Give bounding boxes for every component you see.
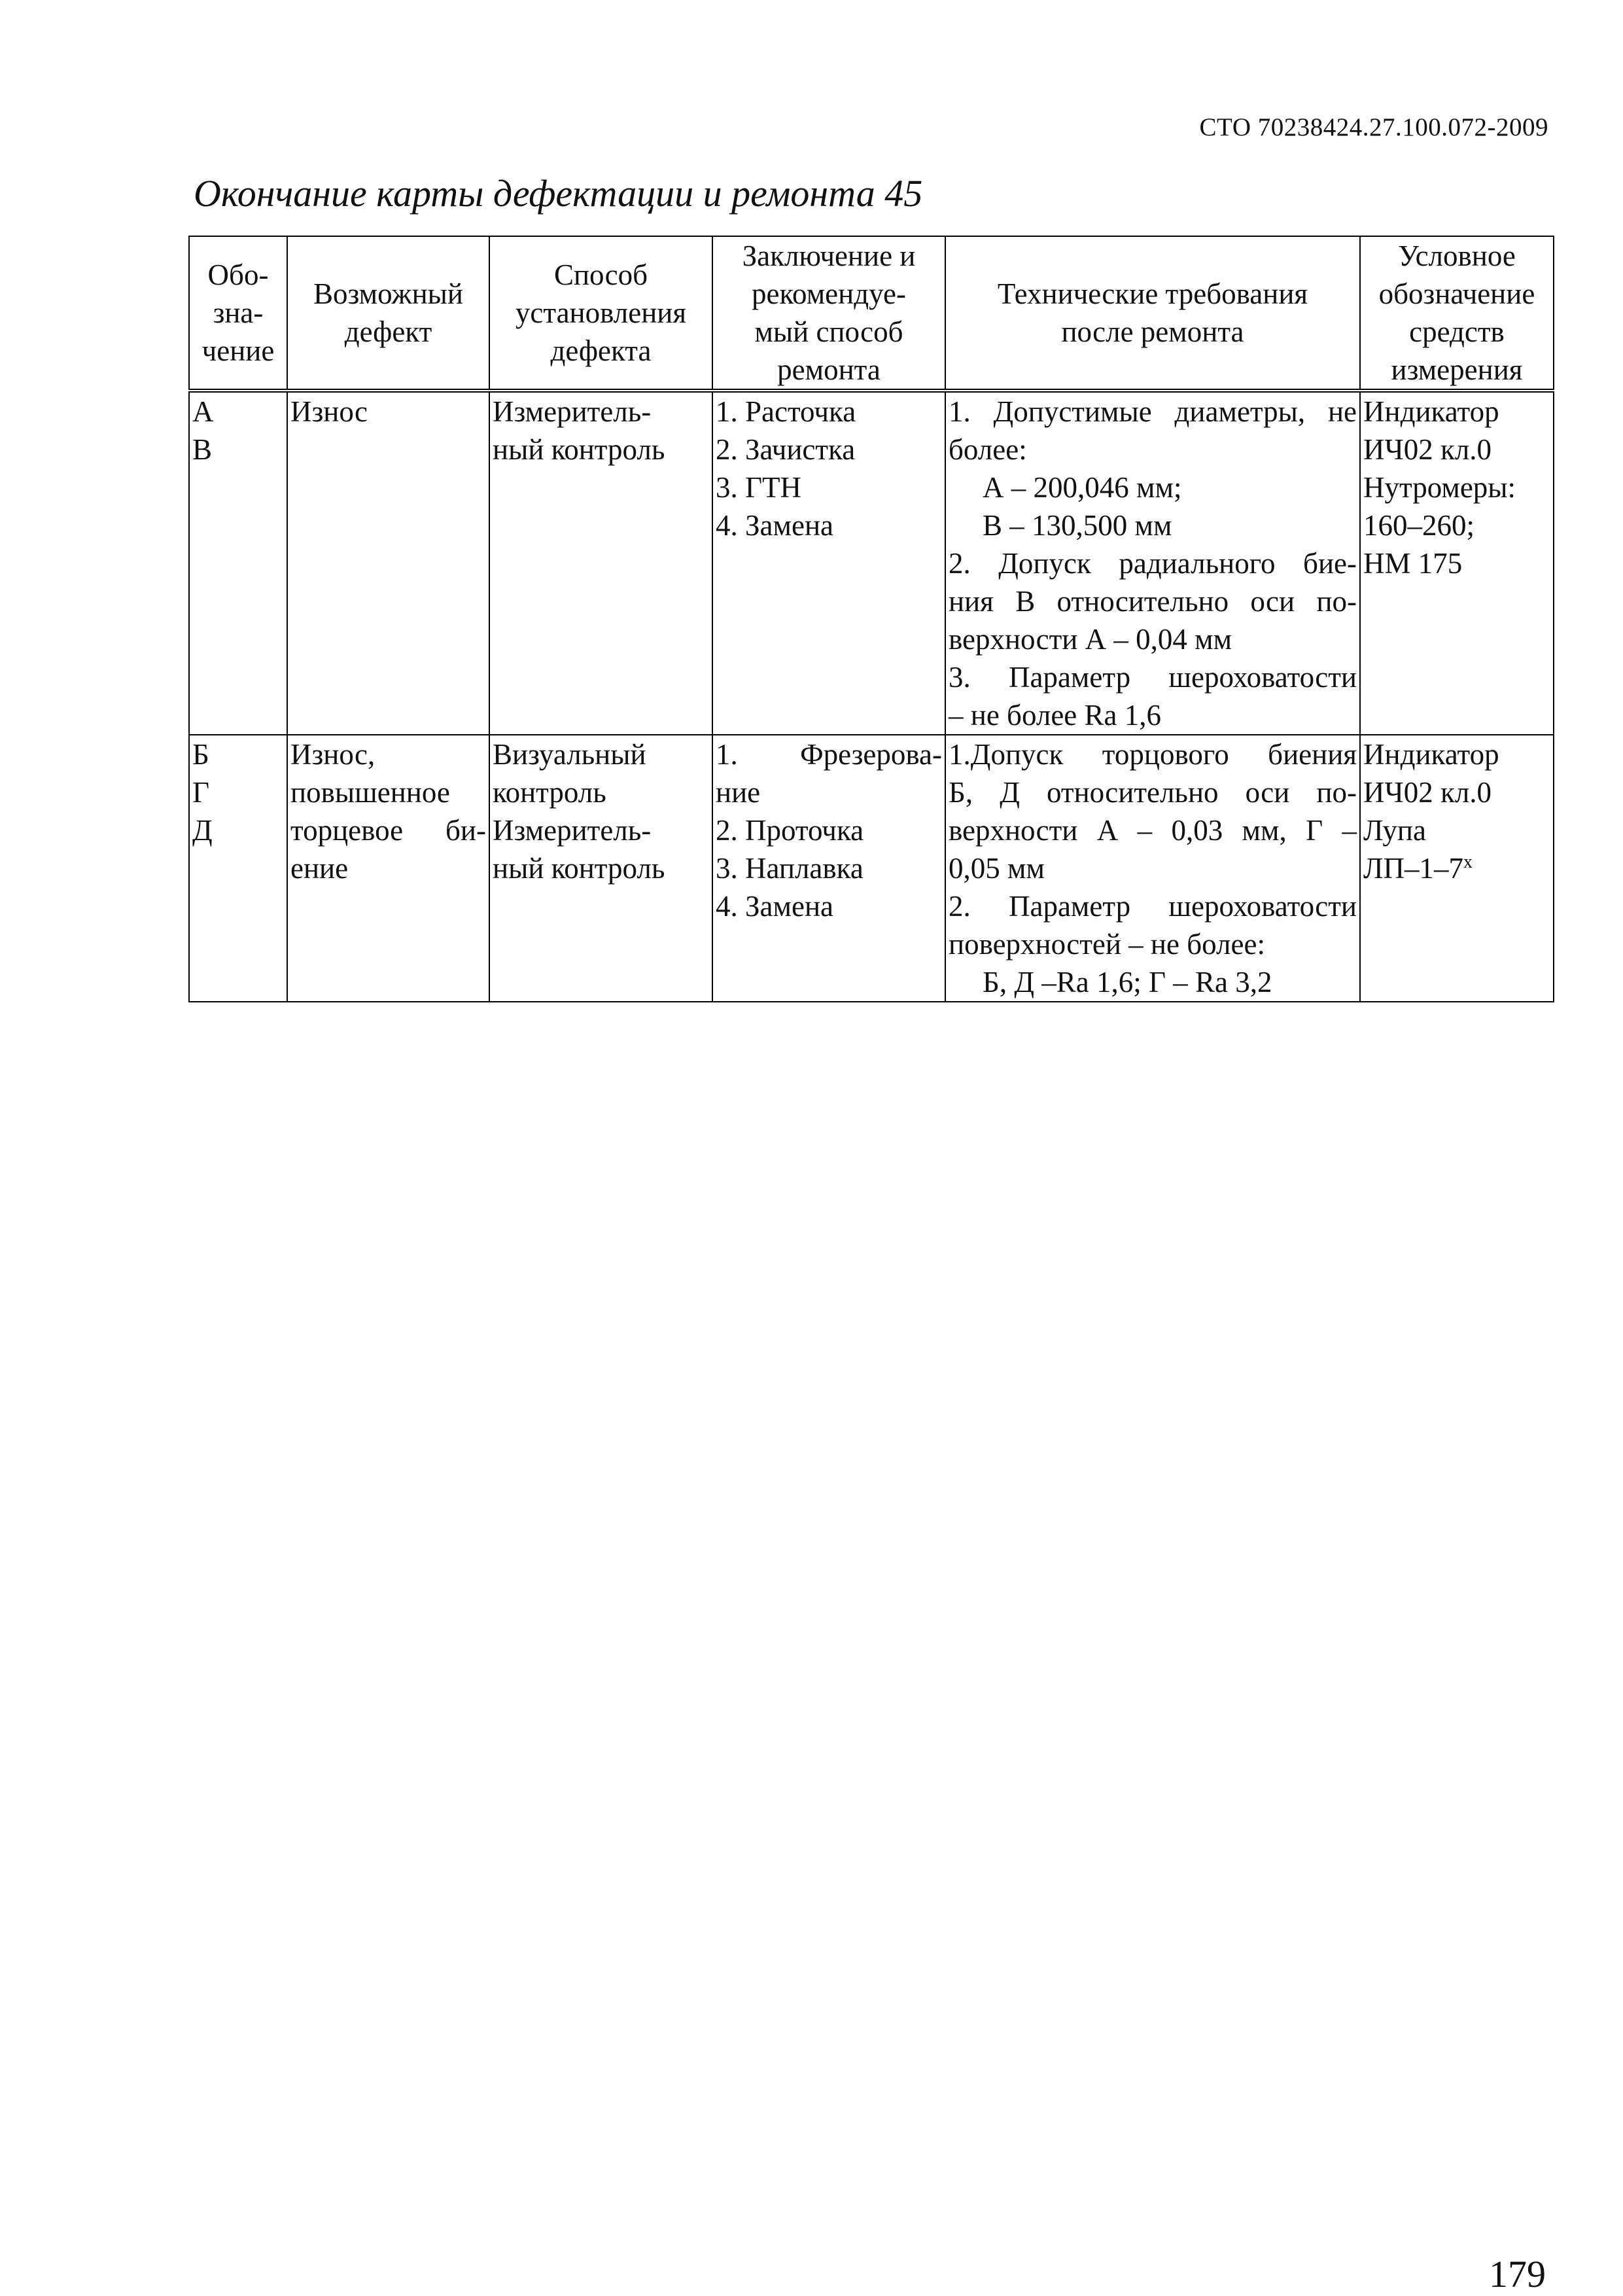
cell-method: Визуальный контроль Измеритель- ный контроль <box>489 735 712 1002</box>
table-row <box>189 735 1554 1002</box>
table-row <box>189 391 1554 735</box>
header-designation: Обо- зна- чение <box>189 236 287 391</box>
instrument-superscript: х <box>1463 852 1473 872</box>
cell-method: Измеритель- ный контроль <box>489 391 712 735</box>
document-code: СТО 70238424.27.100.072-2009 <box>1199 113 1548 141</box>
defect-repair-table <box>188 236 1554 1002</box>
page-number: 179 <box>1489 2253 1546 2295</box>
header-conclusion-repair: Заключение и рекомендуе- мый способ ремонта <box>712 236 945 391</box>
cell-defect: Износ <box>287 391 489 735</box>
table-header-row <box>189 236 1554 391</box>
header-possible-defect: Возможный дефект <box>287 236 489 391</box>
cell-instruments: Индикатор ИЧ02 кл.0 Лупа $ЛП-1-7^х$ <box>1360 735 1554 1002</box>
cell-repair: 1. Фрезерова- ние 2. Проточка 3. Наплавка 4. Замена <box>712 735 945 1002</box>
header-detection-method: Способ установления дефекта <box>489 236 712 391</box>
header-technical-requirements: Технические требования после ремонта <box>945 236 1360 391</box>
cell-defect: Износ, повышенное торцевое би- ение <box>287 735 489 1002</box>
table-caption: Окончание карты дефектации и ремонта 45 <box>194 172 923 215</box>
cell-requirements: 1. Допустимые диаметры, не более: А – 200,046 мм; В – 130,500 мм 2. Допуск радиального бие- ния В относительно оси по- верхности А – 0,04 мм 3. Параметр шероховатости – не более Ra 1,6 <box>945 391 1360 735</box>
instrument-name: ЛП–1–7 <box>1363 852 1464 885</box>
cell-repair: 1. Расточка 2. Зачистка 3. ГТН 4. Замена <box>712 391 945 735</box>
header-instruments: Условное обозначение средств измерения <box>1360 236 1554 391</box>
cell-designation: А В <box>189 391 287 735</box>
cell-instruments: Индикатор ИЧ02 кл.0 Нутромеры: 160–260; НМ 175 <box>1360 391 1554 735</box>
cell-requirements: 1.Допуск торцового биения Б, Д относительно оси по- верхности А – 0,03 мм, Г – 0,05 мм 2. Параметр шероховатости поверхностей – не более: Б, Д –Ra 1,6; Г – Ra 3,2 <box>945 735 1360 1002</box>
cell-designation: Б Г Д <box>189 735 287 1002</box>
